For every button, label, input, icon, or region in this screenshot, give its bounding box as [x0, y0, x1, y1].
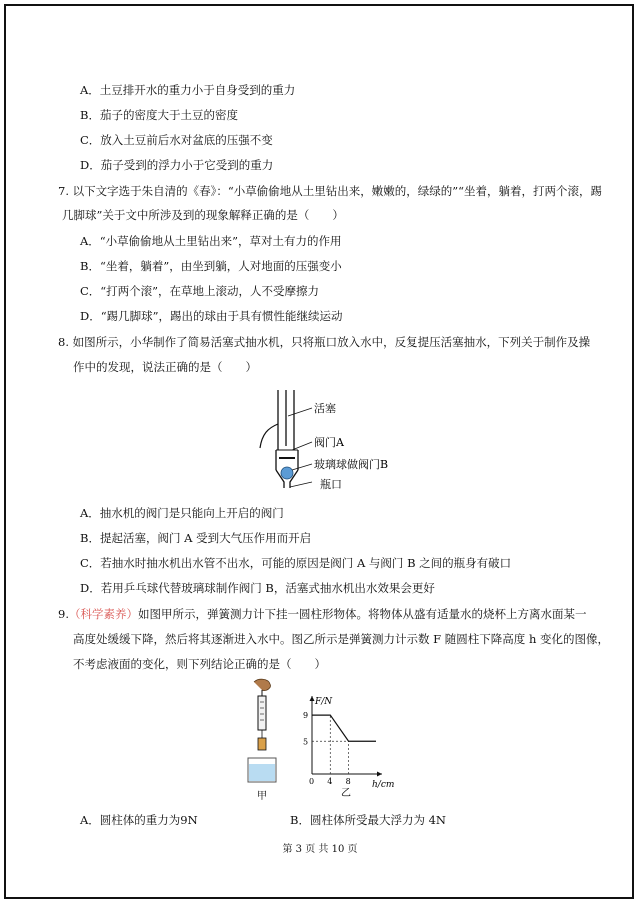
y-tick-label-9: 9 — [303, 711, 309, 721]
y-axis-arrow — [310, 696, 315, 701]
x-tick-label-4: 4 — [327, 777, 333, 786]
x-tick-label-8: 8 — [345, 777, 351, 786]
q9-number: 9. — [58, 607, 69, 621]
label-valve-b: 玻璃球做阀门B — [314, 458, 389, 471]
q8-option-b: B．提起活塞，阀门 A 受到大气压作用而开启 — [80, 531, 312, 545]
series-line-f — [312, 715, 376, 741]
q7-option-a: A．“小草偷偷地从土里钻出来”，草对土有力的作用 — [80, 234, 342, 248]
q8-stem-line2: 作中的发现，说法正确的是（ ） — [73, 360, 257, 374]
label-bottle-mouth: 瓶口 — [320, 478, 342, 491]
q7-option-c: C．“打两个滚”，在草地上滚动，人不受摩擦力 — [80, 284, 320, 298]
q7-stem-line2: 几脚球”关于文中所涉及到的现象解释正确的是（ ） — [62, 208, 344, 222]
q9-option-b: B．圆柱体所受最大浮力为 4N — [290, 813, 446, 827]
label-piston: 活塞 — [314, 402, 336, 415]
q7-option-b: B．“坐着，躺着”，由坐到躺，人对地面的压强变小 — [80, 259, 342, 273]
q6-option-d: D．茄子受到的浮力小于它受到的重力 — [80, 158, 274, 172]
x-axis-arrow — [377, 772, 382, 777]
cylinder-icon — [258, 738, 266, 750]
spring-scale-icon — [258, 696, 266, 730]
chart-title: 乙 — [341, 788, 351, 799]
page-footer: 第 3 页 共 10 页 — [282, 844, 358, 855]
q9-stem-line2: 高度处缓缓下降，然后将其逐渐进入水中。图乙所示是弹簧测力计示数 F 随圆柱下降高度 h 变化的图像， — [73, 632, 610, 646]
hand-icon — [254, 679, 270, 690]
label-jia: 甲 — [257, 791, 267, 802]
q9-tag: （科学素养） — [68, 607, 138, 621]
q7-stem-line1: 7. 以下文字选于朱自清的《春》：“小草偷偷地从土里钻出来，嫩嫩的，绿绿的”“坐着，躺着，打两个滚，踢 — [58, 184, 603, 198]
y-tick-label-5: 5 — [303, 737, 309, 747]
q9-stem-line1 — [58, 606, 586, 622]
y-axis-label: F/N — [315, 697, 333, 707]
q8-option-a: A．抽水机的阀门是只能向上开启的阀门 — [80, 506, 284, 520]
x-tick-label-0: 0 — [309, 777, 315, 786]
q9-option-a: A．圆柱体的重力为9N — [80, 813, 198, 827]
q6-option-a: A．土豆排开水的重力小于自身受到的重力 — [80, 83, 296, 97]
q7-option-d: D．“踢几脚球”，踢出的球由于具有惯性能继续运动 — [80, 309, 343, 323]
x-axis-label: h/cm — [372, 780, 395, 790]
q9-stem-line3: 不考虑液面的变化，则下列结论正确的是（ ） — [73, 657, 326, 671]
q6-option-c: C．放入土豆前后水对盆底的压强不变 — [80, 133, 273, 147]
fh-chart — [290, 688, 395, 803]
q9-stem-line1-rest: 如图甲所示，弹簧测力计下挂一圆柱形物体。将物体从盛有适量水的烧杯上方离水面某一 — [137, 607, 587, 621]
label-valve-a: 阀门A — [314, 436, 344, 449]
q8-stem-line1: 8. 如图所示，小华制作了简易活塞式抽水机，只将瓶口放入水中，反复提压活塞抽水，下列关于制作及操 — [58, 335, 591, 349]
q8-option-d: D．若用乒乓球代替玻璃球制作阀门 B，活塞式抽水机出水效果会更好 — [80, 581, 435, 595]
q6-option-b: B．茄子的密度大于土豆的密度 — [80, 108, 238, 122]
q8-option-c: C．若抽水时抽水机出水管不出水，可能的原因是阀门 A 与阀门 B 之间的瓶身有破口 — [80, 556, 512, 570]
pump-figure — [250, 388, 400, 498]
figure-jia — [238, 678, 288, 803]
glass-ball-valve — [281, 467, 293, 479]
